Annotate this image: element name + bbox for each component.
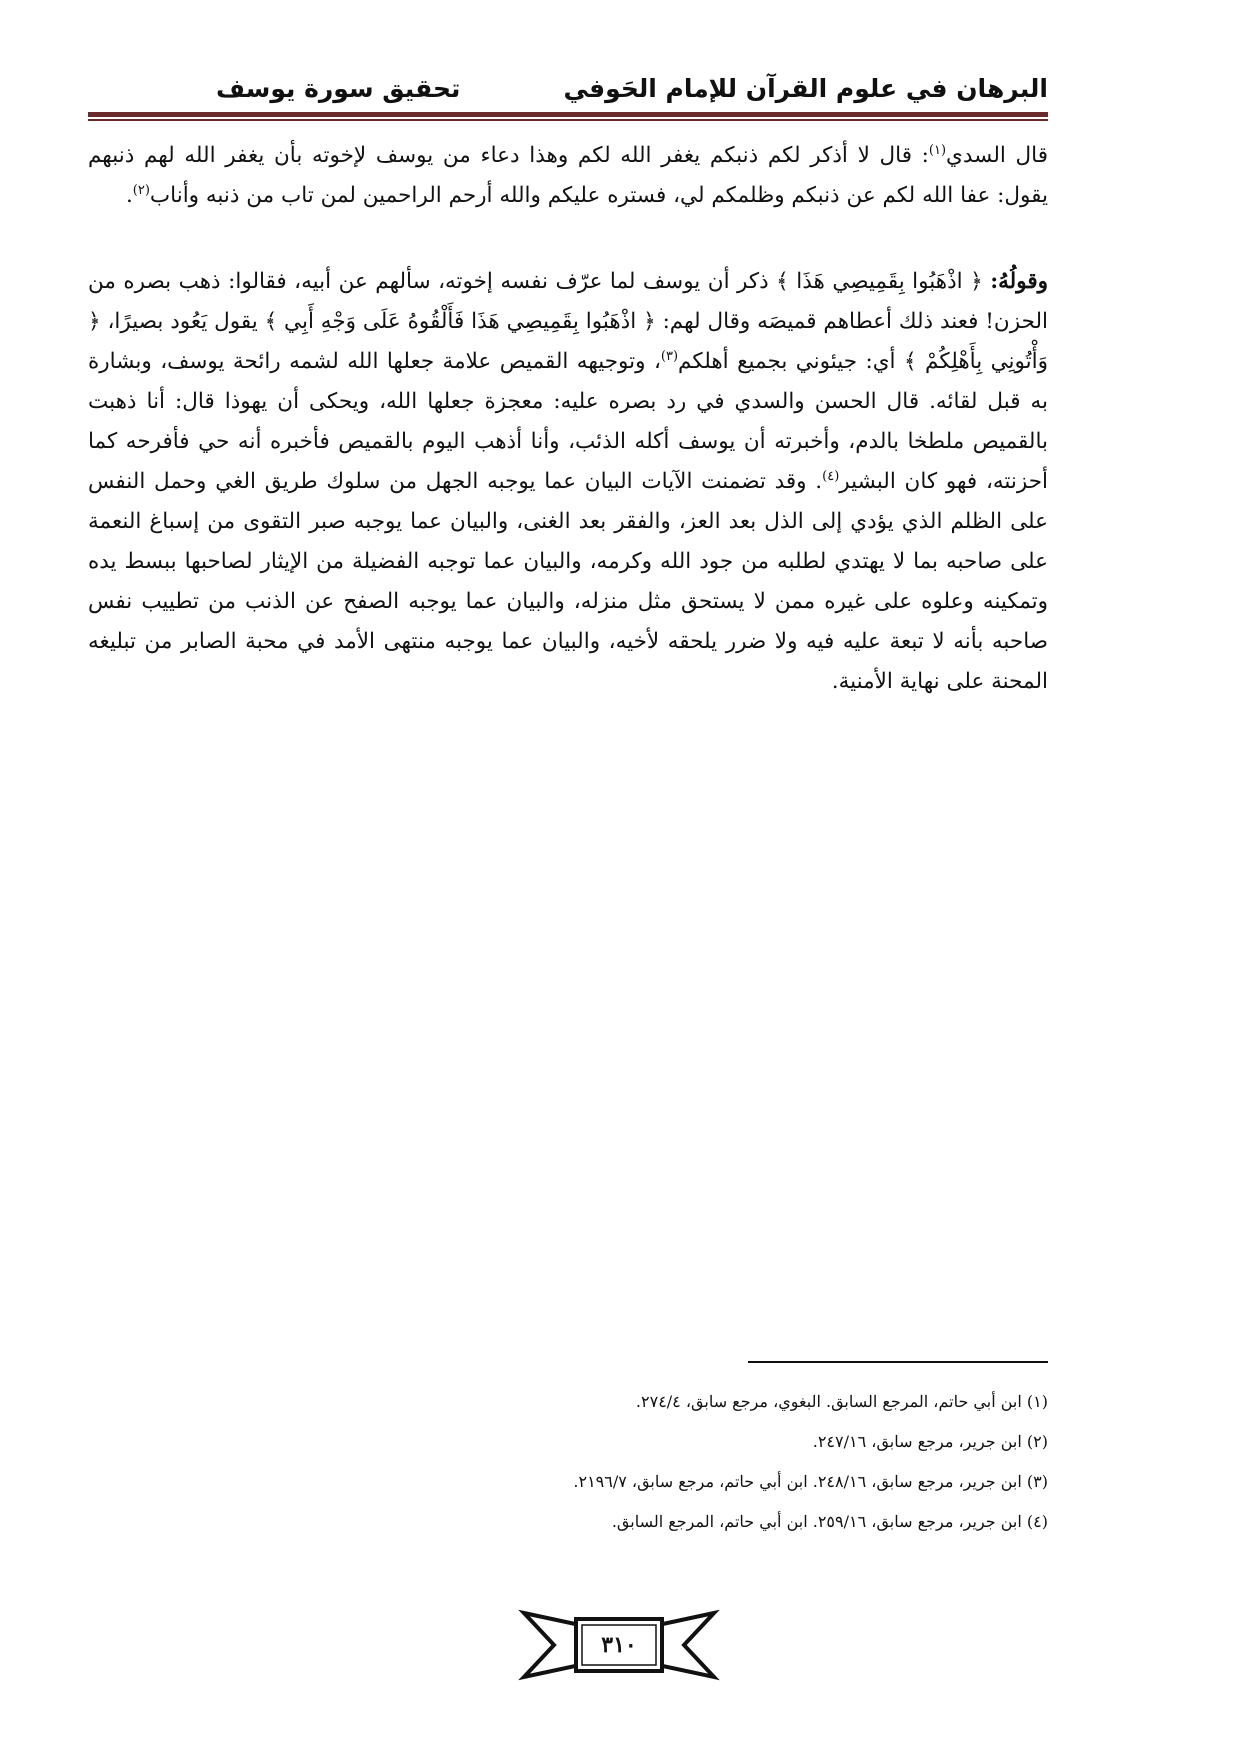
page-number-banner bbox=[514, 1605, 724, 1685]
paragraph-2-text-a: ﴿ اذْهَبُوا بِقَمِيصِي هَذَا ﴾ ذكر أن يوسف لما عرّف نفسه إخوته، سألهم عن أبيه، فقالوا: ذهب بصره من الحزن! فعند ذلك أعطاهم قميصَه وقال لهم: ﴿ اذْهَبُوا بِقَمِيصِي هَذَا فَأَلْقُوهُ عَلَى وَجْهِ أَبِي ﴾ يقول يَعُود بصيرًا، ﴿ وَأْتُونِي بِأَهْلِكُمْ ﴾ أي: جيئوني بجميع أهلكم bbox=[88, 269, 1048, 374]
main-text bbox=[88, 136, 1048, 702]
paragraph-1-text-c: . bbox=[125, 183, 133, 208]
footnote-ref-3[interactable]: (٣) bbox=[660, 348, 679, 364]
page-header bbox=[88, 70, 1048, 110]
section-title: تحقيق سورة يوسف bbox=[216, 74, 461, 103]
footnote-ref-1[interactable]: (١) bbox=[928, 142, 947, 158]
footnote-item: (٢) ابن جرير، مرجع سابق، ٢٤٧/١٦. bbox=[812, 1432, 1048, 1451]
page-number: ٣١٠ bbox=[601, 1632, 637, 1658]
paragraph-2-text-b: ، وتوجيهه القميص علامة جعلها الله لشمه رائحة يوسف، وبشارة به قبل لقائه. قال الحسن والسدي في رد بصره عليه: معجزة جعلها الله، ويحكى أن يهوذا قال: أنا ذهبت بالقميص ملطخا بالدم، وأخبرته أن يوسف أكله الذئب، وأنا أذهب اليوم بالقميص فأخبره أنه حي فأفرحه كما أحزنته، فهو كان البشير bbox=[88, 349, 1049, 494]
footnote-divider bbox=[748, 1361, 1048, 1363]
footnote-ref-2[interactable]: (٢) bbox=[132, 182, 150, 198]
footnotes-list bbox=[88, 1382, 1048, 1542]
paragraph-1 bbox=[88, 136, 1048, 216]
footnote-ref-4[interactable]: (٤) bbox=[822, 468, 840, 484]
footnote-item: (٣) ابن جرير، مرجع سابق، ٢٤٨/١٦. ابن أبي حاتم، مرجع سابق، ٢١٩٦/٧. bbox=[573, 1472, 1048, 1491]
footnote-item: (١) ابن أبي حاتم، المرجع السابق. البغوي، مرجع سابق، ٢٧٤/٤. bbox=[635, 1392, 1048, 1411]
paragraph-2-text-c: . وقد تضمنت الآيات البيان عما يوجبه الجهل من سلوك طريق الغي وحمل النفس على الظلم الذي يؤدي إلى الذل بعد العز، والفقر بعد الغنى، والبيان عما يوجبه صبر التقوى من إسباغ النعمة على صاحبه بما لا يهتدي لطلبه من جود الله وكرمه، والبيان عما توجبه الفضيلة من الإيثار لصاحبها ببسط يده وتمكينه وعلوه على غيره ممن لا يستحق مثل منزله، والبيان عما يوجبه الصفح عن الذنب من تطييب نفس صاحبه بأنه لا تبعة عليه فيه ولا ضرر يلحقه لأخيه، والبيان عما يوجبه منتهى الأمد في محبة الصابر من تبليغه المحنة على نهاية الأمنية. bbox=[88, 469, 1048, 694]
paragraph-1-text-b: : قال لا أذكر لكم ذنبكم يغفر الله لكم وهذا دعاء من يوسف لإخوته بأن يغفر الله لهم ذنبهم يقول: عفا الله لكم عن ذنبكم وظلمكم لي، فستره عليكم والله أرحم الراحمين لمن تاب من ذنبه وأناب bbox=[88, 143, 1048, 208]
header-divider bbox=[88, 112, 1048, 122]
footnote-item: (٤) ابن جرير، مرجع سابق، ٢٥٩/١٦. ابن أبي حاتم، المرجع السابق. bbox=[611, 1512, 1048, 1531]
book-title: البرهان في علوم القرآن للإمام الحَوفي bbox=[563, 74, 1048, 103]
paragraph-2-lead: وقولُهُ: bbox=[990, 269, 1048, 294]
paragraph-1-text-a: قال السدي bbox=[946, 143, 1048, 168]
paragraph-2 bbox=[88, 262, 1048, 702]
